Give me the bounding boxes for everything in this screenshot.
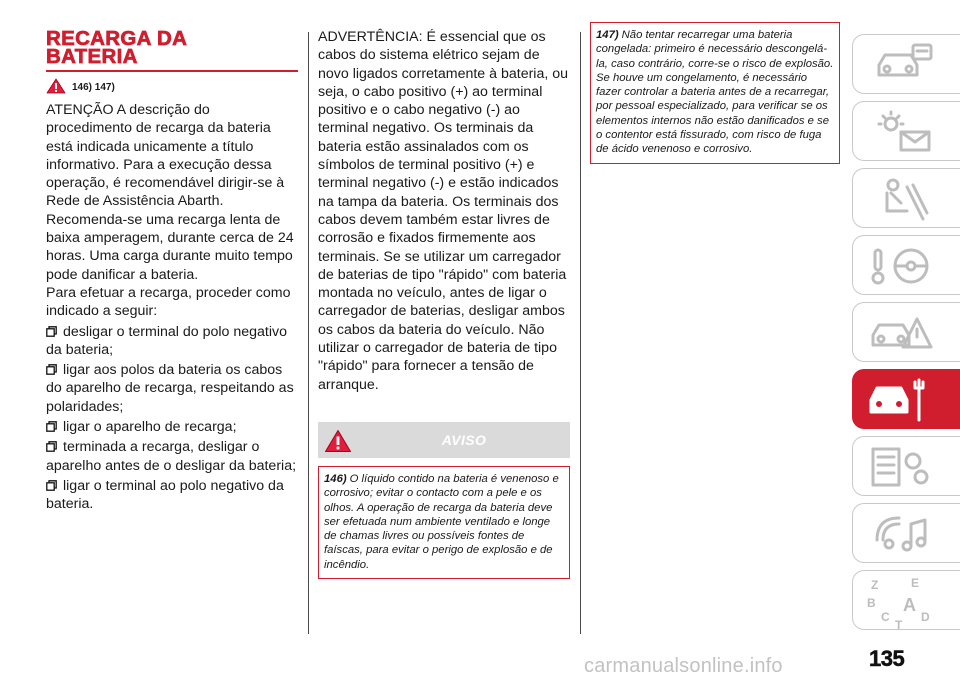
right-column	[590, 22, 840, 164]
watermark: carmanualsonline.info	[584, 655, 783, 677]
warning-note-147	[590, 22, 840, 164]
intro-paragraph: ATENÇÃO A descrição do procedimento de recarga da bateria está indicada unicamente a título informativo. Para a execução dessa operação, é recomendável dirigir-se à Rede de Assistência Abarth. Recomenda-se uma recarga lenta de baixa amperagem, durante cerca de 24 horas. Uma carga durante muito tempo pode danificar a bateria.	[46, 102, 294, 283]
multimedia-icon	[867, 510, 937, 558]
note-text: O líquido contido na bateria é venenoso e corrosivo; evitar o contacto com a pele e os olhos. A operação de recarga da bateria deve ser efetuada num ambiente ventilado e longe de chamas livres ou possíveis fontes de faíscas, para evitar o perigo de explosão e de incêndio.	[324, 472, 559, 571]
list-item: ligar aos polos da bateria os cabos do aparelho de recarga, respeitando as polaridades;	[46, 362, 294, 415]
warning-references	[46, 78, 298, 97]
tab-dashboard[interactable]	[852, 34, 960, 94]
page-number: 135	[869, 646, 905, 671]
car-emergency-icon	[867, 309, 937, 357]
note-number: 146)	[324, 472, 347, 485]
tab-warning-lights[interactable]	[852, 101, 960, 161]
procedure-intro: Para efetuar a recarga, proceder como indicado a seguir:	[46, 284, 291, 320]
column-divider	[308, 32, 309, 634]
aviso-label: AVISO	[441, 431, 487, 448]
index-letter: A	[903, 595, 916, 615]
section-title-line1: RECARGA DA	[46, 27, 188, 50]
bullet-icon	[46, 364, 57, 375]
list-item: ligar o aparelho de recarga;	[46, 418, 298, 436]
list-item: desligar o terminal do polo negativo da bateria;	[46, 323, 287, 358]
bullet-icon	[46, 326, 57, 337]
warning-paragraph: ADVERTÊNCIA: É essencial que os cabos do sistema elétrico sejam de novo ligados corretamente à bateria, ou seja, o cabo positivo (+) ao terminal positivo e o cabo negativo (-) ao terminal negativo. Os terminais da bateria estão assinalados com os símbolos de terminal positivo (+) e terminal negativo (-) e estão indicados na tampa da bateria. Os terminais dos cabos devem também estar livres de corrosão e fixados firmemente aos terminais. Se se utilizar um carregador de baterias de tipo "rápido" com bateria montada no veículo, antes de ligar o carregador de baterias, desligar ambos os cabos da bateria do veículo. Não utilizar o carregador de bateria de tipo "rápido" para fornecer a tensão de arranque.	[318, 29, 569, 393]
note-text: Não tentar recarregar uma bateria congelada: primeiro é necessário descongelá-la, caso contrário, corre-se o risco de explosão. Se houve um congelamento, é necessário fazer controlar a bateria antes de a recarregar, por pessoal especializado, para verificar se os elementos internos não estão danificados e se o contentor está fissurado, com risco de fuga de ácido venenoso e corrosivo.	[596, 29, 834, 156]
left-column	[46, 28, 298, 514]
alphabetical-index-icon	[867, 577, 937, 629]
tab-safety[interactable]	[852, 168, 960, 228]
tab-starting-driving[interactable]	[852, 235, 960, 295]
list-item: terminada a recarga, desligar o aparelho antes de o desligar da bateria;	[46, 439, 297, 474]
seat-safety-icon	[867, 175, 937, 223]
list-item: ligar o terminal ao polo negativo da bateria.	[46, 477, 284, 513]
warning-lights-icon	[867, 108, 937, 156]
tab-index[interactable]	[852, 570, 960, 630]
bullet-icon	[46, 421, 57, 432]
warning-note-146	[318, 466, 570, 579]
aviso-header	[318, 422, 570, 458]
warning-triangle-icon	[46, 78, 66, 97]
index-letter: E	[911, 577, 920, 590]
tab-maintenance[interactable]	[852, 369, 960, 429]
specs-gears-icon	[867, 443, 937, 491]
tab-technical-data[interactable]	[852, 436, 960, 496]
warning-refs-text: 146) 147)	[72, 82, 115, 93]
section-title-line2: BATERIA	[46, 45, 138, 68]
key-steering-wheel-icon	[867, 242, 937, 290]
middle-column	[318, 28, 570, 579]
index-letter: Z	[871, 578, 879, 592]
index-letter: B	[867, 596, 876, 610]
index-letter: C	[881, 610, 890, 624]
car-dashboard-icon	[867, 41, 937, 89]
tab-emergency[interactable]	[852, 302, 960, 362]
bullet-icon	[46, 441, 57, 452]
index-letter: D	[921, 610, 930, 624]
index-letter: T	[895, 618, 903, 629]
note-number: 147)	[596, 29, 619, 41]
section-title	[46, 27, 298, 68]
title-underline	[46, 70, 298, 72]
tab-multimedia[interactable]	[852, 503, 960, 563]
column-divider	[580, 32, 581, 634]
car-maintenance-icon	[867, 376, 937, 424]
bullet-icon	[46, 480, 57, 491]
